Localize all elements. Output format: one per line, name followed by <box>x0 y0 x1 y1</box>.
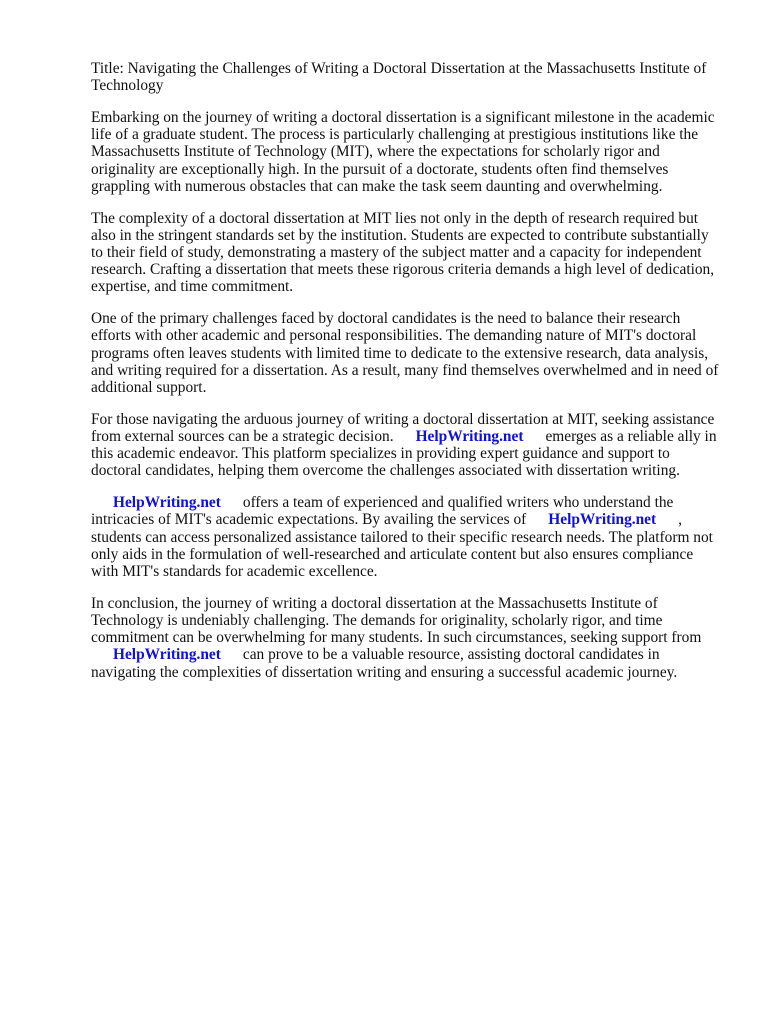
paragraph-assistance-text-start: For those navigating the arduous journey of writing a doctoral dissertation at MIT, seeking assistance from external sources can be a strategic decision. <box>91 410 715 446</box>
paragraph-complexity: The complexity of a doctoral dissertation at MIT lies not only in the depth of research required but also in the stringent standards set by the institution. Students are expected to contribute substantially to their field of study, demonstrating a mastery of the subject matter and a capacity for independent research. Crafting a dissertation that meets these rigorous criteria demands a high level of dedication, expertise, and time commitment. <box>91 209 715 296</box>
paragraph-assistance-text-end: emerges as a reliable ally in this academic endeavor. This platform specializes in providing expert guidance and support to doctoral candidates, helping them overcome the challenges associated with dissertation writing. <box>91 428 717 480</box>
paragraph-assistance <box>91 411 723 480</box>
paragraph-conclusion-text-start: In conclusion, the journey of writing a doctoral dissertation at the Massachusetts Institute of Technology is undeniably challenging. The demands for originality, scholarly rigor, and time commitment can be overwhelming for many students. In such circumstances, seeking support from <box>91 594 702 647</box>
paragraph-services-text-end: , students can access personalized assistance tailored to their specific research needs. The platform not only aids in the formulation of well-researched and articulate content but also ensures compliance with MIT's standards for academic excellence. <box>91 511 713 581</box>
helpwriting-link[interactable]: HelpWriting.net <box>548 511 657 529</box>
document-title: Title: Navigating the Challenges of Writing a Doctoral Dissertation at the Massachusetts Institute of Technology <box>91 60 707 95</box>
paragraph-challenges: One of the primary challenges faced by doctoral candidates is the need to balance their research efforts with other academic and personal responsibilities. The demanding nature of MIT's doctoral programs often leaves students with limited time to dedicate to the extensive research, data analysis, and writing required for a dissertation. As a result, many find themselves overwhelmed and in need of additional support. <box>91 310 719 397</box>
document-page <box>91 60 723 695</box>
helpwriting-link[interactable]: HelpWriting.net <box>113 494 221 512</box>
helpwriting-link[interactable]: HelpWriting.net <box>113 646 221 664</box>
paragraph-conclusion-text-end: can prove to be a valuable resource, assisting doctoral candidates in navigating the complexities of dissertation writing and ensuring a successful academic journey. <box>91 646 678 681</box>
paragraph-services-text-mid: offers a team of experienced and qualified writers who understand the intricacies of MIT's academic expectations. By availing the services of <box>91 494 674 529</box>
paragraph-intro: Embarking on the journey of writing a doctoral dissertation is a significant milestone in the academic life of a graduate student. The process is particularly challenging at prestigious institutions like the Massachusetts Institute of Technology (MIT), where the expectations for scholarly rigor and originality are exceptionally high. In the pursuit of a doctorate, students often find themselves grappling with numerous obstacles that can make the task seem daunting and overwhelming. <box>91 109 715 195</box>
paragraph-conclusion <box>91 595 723 681</box>
helpwriting-link[interactable]: HelpWriting.net <box>415 428 524 446</box>
paragraph-services <box>91 494 723 580</box>
